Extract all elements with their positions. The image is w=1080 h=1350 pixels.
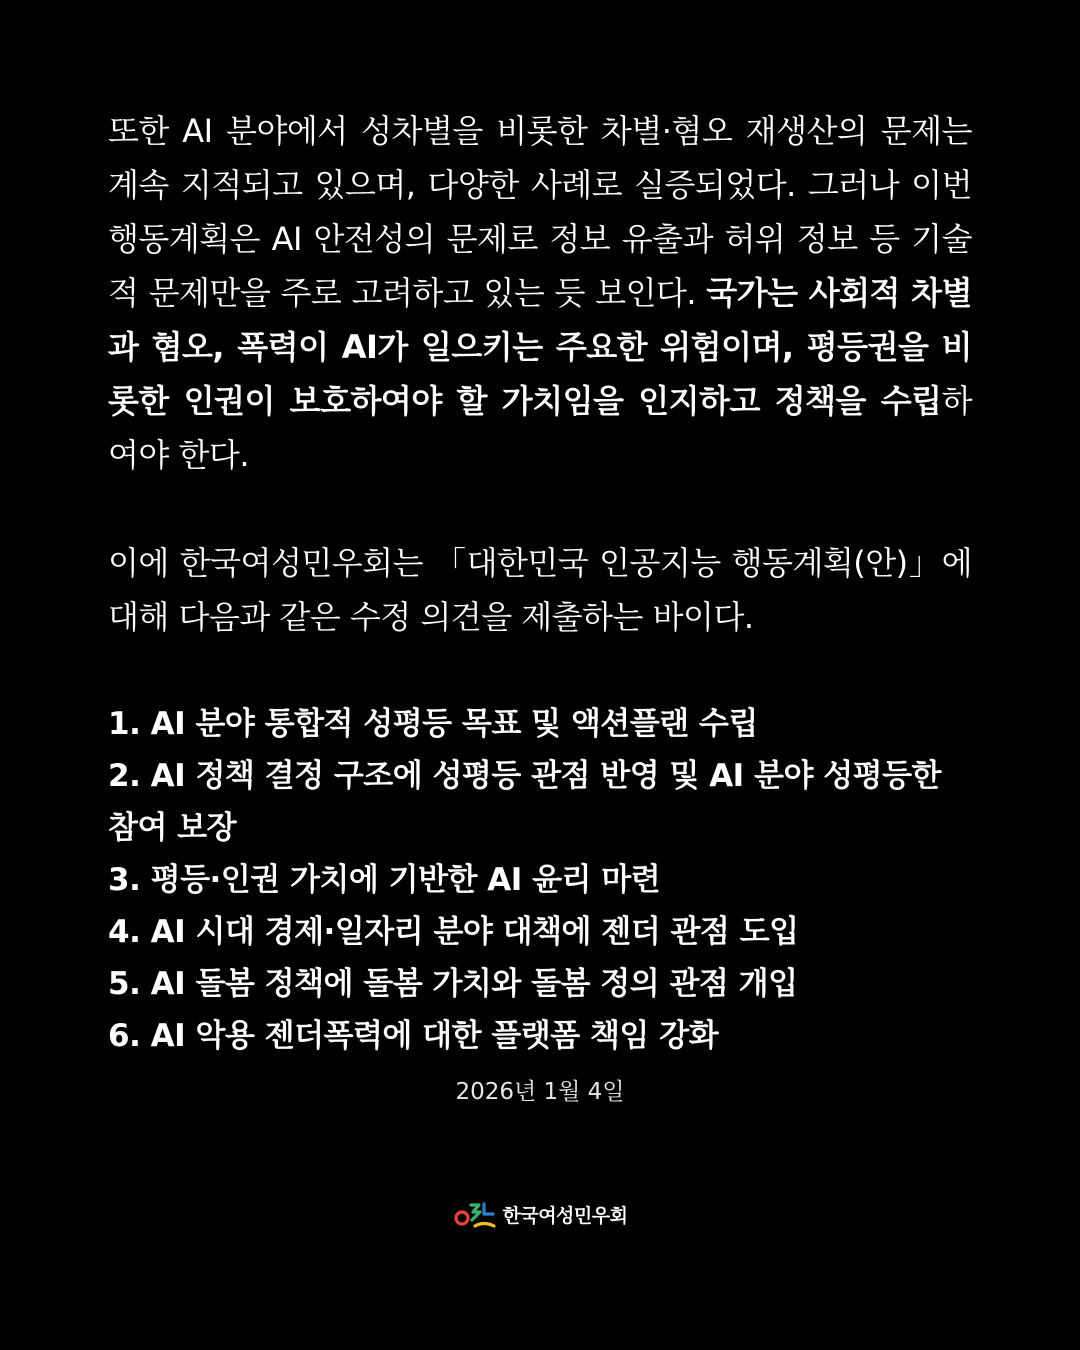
organization-name: 한국여성민우회 <box>502 1204 628 1227</box>
list-item: 1. AI 분야 통합적 성평등 목표 및 액션플랜 수립 <box>108 706 758 742</box>
womenlink-logo-icon <box>453 1196 497 1232</box>
statement-date: 2026년 1월 4일 <box>455 1079 625 1105</box>
statement-body <box>108 104 972 1062</box>
list-item: 6. AI 악용 젠더폭력에 대한 플랫폼 책임 강화 <box>108 1018 719 1054</box>
paragraph-concern-text: 또한 AI 분야에서 성차별을 비롯한 차별·혐오 재생산의 문제는 계속 지적되고 있으며, 다양한 사례로 실증되었다. 그러나 이번 행동계획은 AI 안전성의 문제로 정보 유출과 허위 정보 등 기술적 문제만을 주로 고려하고 있는 듯 보인다. <box>108 112 972 312</box>
paragraph-submission: 이에 한국여성민우회는 「대한민국 인공지능 행동계획(안)」에 대해 다음과 같은 수정 의견을 제출하는 바이다. <box>108 544 972 636</box>
list-item: 4. AI 시대 경제·일자리 분야 대책에 젠더 관점 도입 <box>108 914 799 950</box>
recommendation-list <box>108 698 972 1062</box>
organization-logo <box>0 1196 1080 1232</box>
list-item: 5. AI 돌봄 정책에 돌봄 가치와 돌봄 정의 관점 개입 <box>108 966 798 1002</box>
paragraph-concern-emphasis: 국가는 사회적 차별과 혐오, 폭력이 AI가 일으키는 주요한 위험이며, 평등권을 비롯한 인권이 보호하여야 할 가치임을 인지하고 정책을 수립 <box>108 274 972 420</box>
list-item: 3. 평등·인권 가치에 기반한 AI 윤리 마련 <box>108 862 661 898</box>
paragraph-concern <box>108 104 972 482</box>
list-item: 2. AI 정책 결정 구조에 성평등 관점 반영 및 AI 분야 성평등한 참여 보장 <box>108 758 941 846</box>
paragraph-concern-ending: 하여야 한다. <box>108 382 972 474</box>
